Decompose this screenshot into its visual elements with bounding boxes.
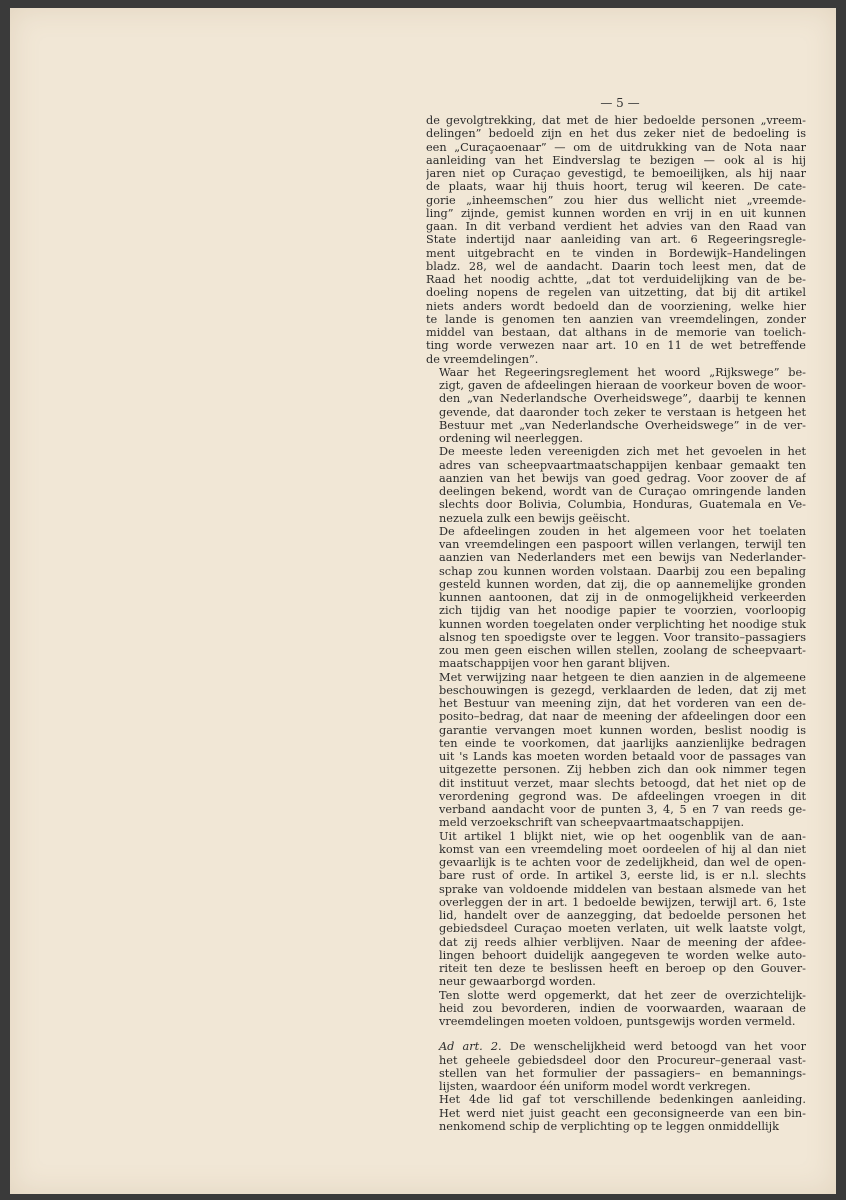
text-line: ment uitgebracht en te vinden in Bordewijk–Handelingen [426, 246, 806, 260]
text-line: niets anders wordt bedoeld dan de voorziening, welke hier [426, 299, 806, 313]
text-line: het Bestuur van meening zijn, dat het vorderen van een de- [439, 697, 806, 710]
text-line: Uit artikel 1 blijkt niet, wie op het oogenblik van de aan- [439, 829, 806, 843]
text-line: bladz. 28, wel de aandacht. Daarin toch leest men, dat de [426, 259, 806, 273]
text-line: maatschappijen voor hen garant blijven. [439, 657, 671, 671]
text-line: aanzien van het bewijs van goed gedrag. Voor zoover de af [439, 471, 806, 485]
text-line: sprake van voldoende middelen van bestaan alsmede van het [439, 882, 806, 896]
paragraph [426, 1040, 806, 1093]
text-line: kunnen worden toegelaten onder verplichting het noodige stuk [439, 617, 806, 631]
text-line: Het werd niet juist geacht een geconsigneerde van een bin- [439, 1106, 806, 1120]
paragraph [426, 989, 806, 1029]
text-line: heid zou bevorderen, indien de voorwaarden, waaraan de [439, 1001, 806, 1015]
text-line: gevende, dat daaronder toch zeker te verstaan is hetgeen het [439, 405, 806, 419]
paragraph [426, 114, 806, 366]
text-line: ten einde te voorkomen, dat jaarlijks aanzienlijke bedragen [439, 736, 806, 750]
text-line: de plaats, waar hij thuis hoort, terug wil keeren. De cate- [426, 180, 806, 194]
text-line: zou men geen eischen willen stellen, zoolang de scheepvaart- [439, 644, 806, 657]
text-line: State indertijd naar aanleiding van art. 6 Regeeringsregle- [426, 233, 806, 247]
text-line: slechts door Bolivia, Columbia, Honduras, Guatemala en Ve- [439, 498, 806, 512]
text-line: zich tijdig van het noodige papier te voorzien, voorloopig [439, 604, 806, 618]
text-line: van vreemdelingen een paspoort willen verlangen, terwijl ten [439, 538, 806, 551]
text-line: uit 's Lands kas moeten worden betaald voor de passages van [439, 750, 806, 763]
text-line: gevaarlijk is te achten voor de zedelijkheid, dan wel de open- [439, 856, 806, 869]
paragraph [426, 525, 806, 671]
text-line: uitgezette personen. Zij hebben zich dan ook nimmer tegen [439, 763, 806, 777]
text-line: lijsten, waardoor één uniform model wordt verkregen. [439, 1080, 751, 1093]
paragraph [426, 1093, 806, 1133]
text-line: posito–bedrag, dat naar de meening der afdeelingen door een [439, 710, 806, 724]
text-column [426, 114, 806, 1133]
text-line: nenkomend schip de verplichting op te leggen onmiddellijk [439, 1119, 779, 1133]
text-line: lingen behoort duidelijk aangegeven te worden welke auto- [439, 948, 806, 962]
paragraph [426, 445, 806, 525]
text-line: ting worde verwezen naar art. 10 en 11 de wet betreffende [426, 339, 806, 353]
text-line: zigt, gaven de afdeelingen hieraan de voorkeur boven de woor- [439, 379, 806, 392]
text-line: kunnen aantoonen, dat zij in de onmogelijkheid verkeerden [439, 591, 806, 604]
text-line: dat zij reeds alhier verblijven. Naar de meening der afdee- [439, 935, 806, 949]
text-line: verband aandacht voor de punten 3, 4, 5 en 7 van reeds ge- [439, 803, 806, 816]
text-line: verordening gegrond was. De afdeelingen vroegen in dit [439, 789, 806, 803]
text-line: Met verwijzing naar hetgeen te dien aanzien in de algemeene [439, 670, 806, 684]
text-line: een „Curaçaoenaar” — om de uitdrukking van de Nota naar [426, 140, 806, 154]
text-line: schap zou kunnen worden volstaan. Daarbij zou een bepaling [439, 564, 806, 578]
text-line: meld verzoekschrift van scheepvaartmaatschappijen. [439, 816, 745, 830]
text-line: gesteld kunnen worden, dat zij, die op aannemelijke gronden [439, 577, 806, 591]
text-line: aanleiding van het Eindverslag te bezigen — ook al is hij [426, 153, 806, 167]
text-line: adres van scheepvaartmaatschappijen kenbaar gemaakt ten [439, 458, 806, 472]
text-line: ling” zijnde, gemist kunnen worden en vrij in en uit kunnen [426, 206, 806, 220]
text-line: Bestuur met „van Nederlandsche Overheidswege” in de ver- [439, 418, 806, 432]
text-line: de gevolgtrekking, dat met de hier bedoelde personen „vreem- [426, 114, 806, 127]
text-line: riteit ten deze te beslissen heeft en beroep op den Gouver- [439, 962, 806, 975]
text-line: het geheele gebiedsdeel door den Procureur–generaal vast- [439, 1053, 806, 1067]
text-line: te lande is genomen ten aanzien van vreemdelingen, zonder [426, 312, 806, 326]
text-line: Waar het Regeeringsreglement het woord „Rijkswege” be- [439, 365, 806, 379]
text-line: Het 4de lid gaf tot verschillende bedenkingen aanleiding. [439, 1093, 806, 1107]
paragraph [426, 671, 806, 830]
text-line: gaan. In dit verband verdient het advies van den Raad van [426, 220, 806, 233]
text-line: vreemdelingen moeten voldoen, puntsgewijs worden vermeld. [439, 1015, 796, 1028]
text-line: ordening wil neerleggen. [439, 432, 583, 445]
text-line: garantie vervangen moet kunnen worden, beslist noodig is [439, 723, 806, 737]
document-page [10, 8, 836, 1194]
text-line: gebiedsdeel Curaçao moeten verlaten, uit welk laatste volgt, [439, 922, 806, 936]
text-line: doeling nopens de regelen van uitzetting, dat bij dit artikel [426, 286, 806, 300]
text-line: alsnog ten spoedigste over te leggen. Voor transito–passagiers [439, 630, 806, 644]
text-line: den „van Nederlandsche Overheidswege”, daarbij te kennen [439, 392, 806, 406]
text-line: Ad art. 2. De wenschelijkheid werd betoogd van het voor [439, 1040, 806, 1054]
text-line: De afdeelingen zouden in het algemeen voor het toelaten [439, 524, 806, 538]
text-line: gorie „inheemschen” zou hier dus wellicht niet „vreemde- [426, 193, 806, 207]
text-line: de vreemdelingen”. [426, 352, 539, 366]
text-line: middel van bestaan, dat althans in de memorie van toelich- [426, 326, 806, 339]
text-line: overleggen der in art. 1 bedoelde bewijzen, terwijl art. 6, 1ste [439, 895, 806, 909]
text-line: jaren niet op Curaçao gevestigd, te bemoeilijken, als hij naar [426, 167, 806, 180]
text-line: komst van een vreemdeling moet oordeelen of hij al dan niet [439, 842, 806, 856]
text-line: Raad het noodig achtte, „dat tot verduidelijking van de be- [426, 273, 806, 286]
text-line: beschouwingen is gezegd, verklaarden de leden, dat zij met [439, 683, 806, 697]
text-line: stellen van het formulier der passagiers– en bemannings- [439, 1066, 806, 1080]
text-line: deelingen bekend, wordt van de Curaçao omringende landen [439, 485, 806, 498]
text-line: lid, handelt over de aanzegging, dat bedoelde personen het [439, 909, 806, 922]
text-line: neur gewaarborgd worden. [439, 975, 596, 989]
text-line: delingen” bedoeld zijn en het dus zeker niet de bedoeling is [426, 127, 806, 141]
paragraph [426, 830, 806, 989]
text-line: bare rust of orde. In artikel 3, eerste lid, is er n.l. slechts [439, 869, 806, 883]
page-number: — 5 — [600, 96, 640, 110]
text-line: aanzien van Nederlanders met een bewijs van Nederlander- [439, 551, 806, 565]
text-line: nezuela zulk een bewijs geëischt. [439, 511, 631, 525]
paragraph [426, 366, 806, 446]
text-line: Ten slotte werd opgemerkt, dat het zeer de overzichtelijk- [439, 988, 806, 1002]
section-lead: Ad art. 2. [439, 1040, 502, 1054]
text-line: De meeste leden vereenigden zich met het gevoelen in het [439, 445, 806, 459]
text-line: dit instituut verzet, maar slechts betoogd, dat het niet op de [439, 776, 806, 790]
